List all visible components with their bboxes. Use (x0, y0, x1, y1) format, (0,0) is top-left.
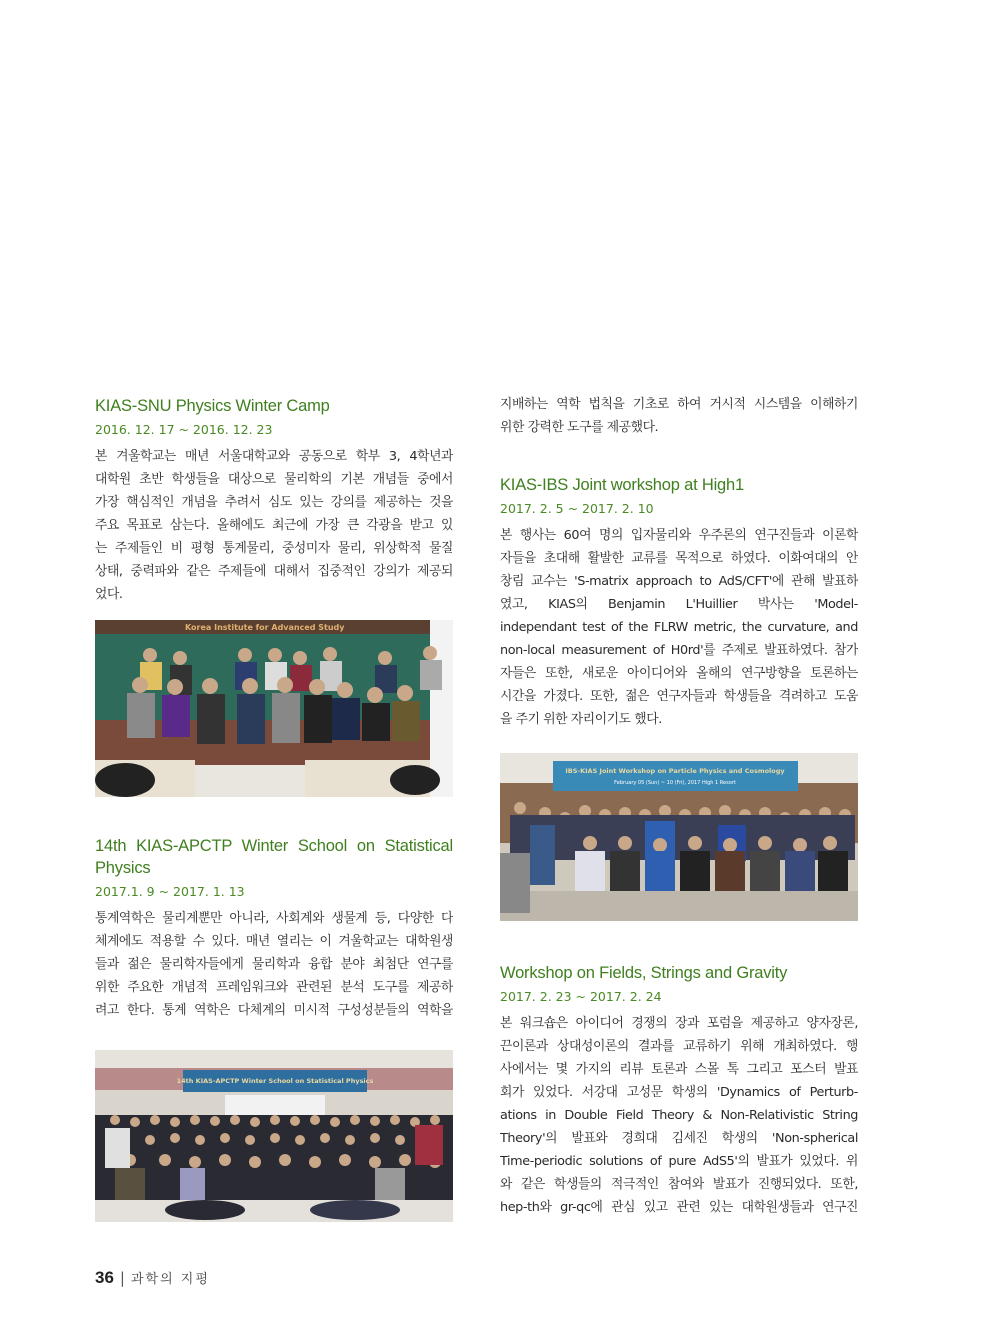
body-line: 는 주제들인 비 평형 통계물리, 중성미자 물리, 위상학적 물질 (95, 541, 453, 556)
section-date: 2016. 12. 17 ~ 2016. 12. 23 (95, 422, 273, 437)
section-title (95, 835, 453, 879)
banner-text: Korea Institute for Advanced Study (185, 623, 345, 632)
body-line: 체계에도 적용할 수 있다. 매년 열리는 이 겨울학교는 대학원생 (95, 934, 453, 949)
body-line: 본 행사는 60여 명의 입자물리와 우주론의 연구진들과 이론학 (500, 528, 858, 543)
banner-subtext: February 05 (Sun) ~ 10 (Fri), 2017 High 1 Resort (614, 780, 736, 786)
body-line: 사에서는 몇 가지의 리뷰 토론과 스몰 톡 그리고 포스터 발표 (500, 1062, 858, 1077)
page-footer (95, 1268, 210, 1288)
body-line: 본 워크숍은 아이디어 경쟁의 장과 포럼을 제공하고 양자장론, (500, 1016, 858, 1031)
body-line: ations in Double Field Theory & Non-Relativistic String (500, 1108, 858, 1123)
body-line: 지배하는 역학 법칙을 기초로 하여 거시적 시스템을 이해하기 (500, 397, 858, 412)
body-line: independant test of the FLRW metric, the curvature, and (500, 620, 858, 635)
section-kias-apctp-winter-school (95, 835, 453, 1022)
body-line: 대학원 초반 학생들을 대상으로 물리학의 기본 개념들 중에서 (95, 472, 453, 487)
banner-text: 14th KIAS-APCTP Winter School on Statistical Physics (176, 1077, 374, 1085)
section-winter-school-continued (500, 393, 858, 439)
section-kias-ibs-joint-workshop (500, 474, 858, 731)
footer-separator: | (119, 1269, 125, 1287)
photo-winter-camp-group (95, 620, 453, 797)
section-body (95, 445, 453, 606)
body-line: 창림 교수는 'S-matrix approach to AdS/CFT'에 관해 발표하 (500, 574, 858, 589)
group-photo-image (95, 1050, 453, 1222)
body-line: 주요 목표로 삼는다. 올해에도 최근에 가장 큰 각광을 받고 있 (95, 518, 453, 533)
section-body (500, 524, 858, 731)
body-line: 위한 강력한 도구를 제공했다. (500, 420, 659, 435)
section-date: 2017.1. 9 ~ 2017. 1. 13 (95, 884, 245, 899)
body-line: 자들은 또한, 새로운 아이디어와 올해의 연구방향을 토론하는 (500, 666, 858, 681)
section-body (95, 907, 453, 1022)
body-line: 들과 젊은 물리학자들에게 물리학과 융합 분야 최첨단 연구를 (95, 957, 453, 972)
banner-text: IBS-KIAS Joint Workshop on Particle Physics and Cosmology (565, 767, 785, 775)
magazine-name: 과학의 지평 (130, 1272, 210, 1287)
body-line: 자들을 초대해 활발한 교류를 목적으로 하였다. 이화여대의 안 (500, 551, 858, 566)
section-body-continued (500, 393, 858, 439)
body-line: Theory'의 발표와 경희대 김세진 학생의 'Non-spherical (500, 1131, 858, 1146)
body-line: 을 주기 위한 자리이기도 했다. (500, 712, 662, 727)
group-photo-image (500, 753, 858, 921)
body-line: hep-th와 gr-qc에 관심 있고 관련 있는 대학원생들과 연구진 (500, 1200, 858, 1215)
body-line: 회가 있었다. 서강대 고성문 학생의 'Dynamics of Perturb- (500, 1085, 858, 1100)
section-date: 2017. 2. 23 ~ 2017. 2. 24 (500, 989, 662, 1004)
body-line: 었다. (95, 587, 123, 602)
body-line: non-local measurement of H0rd'를 주제로 발표하였다. 참가 (500, 643, 858, 658)
body-line: 시간을 가졌다. 또한, 젊은 연구자들과 학생들을 격려하고 도움 (500, 689, 858, 704)
body-line: 위한 주요한 개념적 프레임워크와 관련된 분석 도구를 제공하 (95, 980, 453, 995)
section-body (500, 1012, 858, 1219)
title-line: Physics (95, 859, 151, 877)
section-title: KIAS-IBS Joint workshop at High1 (500, 476, 744, 494)
body-line: 였고, KIAS의 Benjamin L'Huillier 박사는 'Model- (500, 597, 858, 612)
body-line: 본 겨울학교는 매년 서울대학교와 공동으로 학부 3, 4학년과 (95, 449, 453, 464)
section-title: Workshop on Fields, Strings and Gravity (500, 964, 788, 982)
group-photo-image (95, 620, 453, 797)
section-title: KIAS-SNU Physics Winter Camp (95, 397, 330, 415)
body-line: 통계역학은 물리계뿐만 아니라, 사회계와 생물계 등, 다양한 다 (95, 911, 453, 926)
section-fields-strings-gravity (500, 962, 858, 1219)
body-line: Time-periodic solutions of pure AdS5'의 발표가 있었다. 위 (500, 1154, 858, 1169)
body-line: 려고 한다. 통계 역학은 다체계의 미시적 구성성분들의 역학을 (95, 1003, 453, 1018)
section-date: 2017. 2. 5 ~ 2017. 2. 10 (500, 501, 654, 516)
page-number: 36 (95, 1268, 114, 1287)
body-line: 상태, 중력파와 같은 주제들에 대해서 집중적인 강의가 제공되 (95, 564, 453, 579)
body-line: 끈이론과 상대성이론의 결과를 교류하기 위해 개최하였다. 행 (500, 1039, 858, 1054)
body-line: 가장 핵심적인 개념을 추려서 심도 있는 강의를 제공하는 것을 (95, 495, 453, 510)
section-kias-snu-winter-camp (95, 395, 453, 606)
photo-winter-school-group (95, 1050, 453, 1222)
body-line: 와 같은 학생들의 적극적인 참여와 발표가 진행되었다. 또한, (500, 1177, 858, 1192)
photo-ibs-kias-workshop-group (500, 753, 858, 921)
title-line: 14th KIAS-APCTP Winter School on Statistical (95, 837, 453, 855)
